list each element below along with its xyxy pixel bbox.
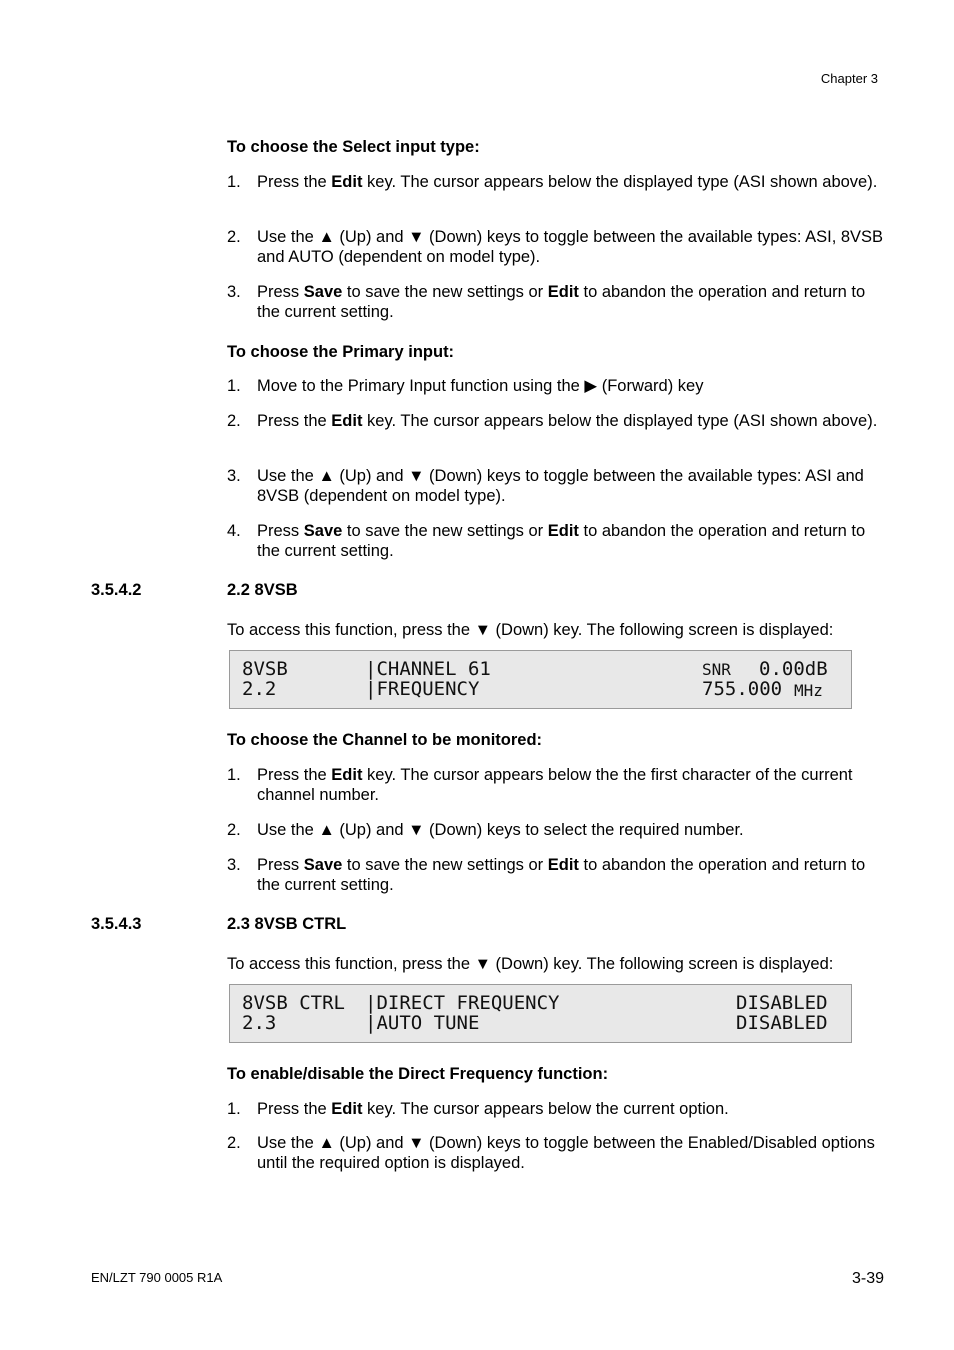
lcd-screen-8vsb — [229, 650, 852, 709]
lcd-text: 755.000 — [702, 678, 783, 700]
heading-direct-frequency: To enable/disable the Direct Frequency function: — [227, 1065, 609, 1083]
heading-select-input: To choose the Select input type: — [227, 138, 480, 156]
lcd-text: 2.3 — [242, 1012, 277, 1034]
step-number: 2. — [227, 1134, 241, 1152]
step-number: 1. — [227, 766, 241, 784]
lcd-text: SNR — [702, 660, 731, 679]
section-intro: To access this function, press the ▼ (Down) key. The following screen is displayed: — [227, 621, 834, 639]
step-number: 2. — [227, 821, 241, 839]
lcd-text: |CHANNEL 61 — [365, 658, 491, 680]
step-text: Press the Edit key. The cursor appears below the displayed type (ASI shown above). — [257, 412, 878, 430]
step-number: 1. — [227, 377, 241, 395]
footer-doc-id: EN/LZT 790 0005 R1A — [91, 1270, 223, 1285]
step-number: 1. — [227, 173, 241, 191]
lcd-text: 8VSB CTRL — [242, 992, 345, 1014]
lcd-text: |AUTO TUNE — [365, 1012, 480, 1034]
section-number: 3.5.4.3 — [91, 915, 142, 933]
heading-primary-input: To choose the Primary input: — [227, 343, 455, 361]
step-number: 3. — [227, 467, 241, 485]
step-text: Press Save to save the new settings or Edit to abandon the operation and return to the current setting. — [257, 283, 866, 321]
step-text: Press the Edit key. The cursor appears below the current option. — [257, 1100, 729, 1118]
step-text: Press the Edit key. The cursor appears below the displayed type (ASI shown above). — [257, 173, 878, 191]
section-number: 3.5.4.2 — [91, 581, 142, 599]
step-text: Use the ▲ (Up) and ▼ (Down) keys to toggle between the available types: ASI and 8VSB (dependent on model type). — [257, 467, 864, 505]
lcd-text: 8VSB — [242, 658, 288, 680]
step-text: Press Save to save the new settings or Edit to abandon the operation and return to the current setting. — [257, 856, 866, 894]
step-text: Press Save to save the new settings or Edit to abandon the operation and return to the current setting. — [257, 522, 866, 560]
lcd-text: |FREQUENCY — [365, 678, 480, 700]
step-number: 3. — [227, 856, 241, 874]
step-number: 1. — [227, 1100, 241, 1118]
chapter-header: Chapter 3 — [820, 71, 878, 86]
step-number: 2. — [227, 228, 241, 246]
step-number: 4. — [227, 522, 241, 540]
footer-page-number: 3-39 — [852, 1270, 885, 1287]
heading-channel: To choose the Channel to be monitored: — [227, 731, 543, 749]
section-title: 2.2 8VSB — [227, 581, 298, 599]
lcd-text: MHz — [794, 681, 823, 700]
lcd-text: DISABLED — [736, 992, 828, 1014]
lcd-text: 0.00dB — [759, 658, 828, 680]
lcd-screen-8vsb-ctrl — [229, 984, 852, 1043]
step-text: Use the ▲ (Up) and ▼ (Down) keys to toggle between the available types: ASI, 8VSB and AUTO (dependent on model type). — [257, 228, 884, 266]
step-text: Use the ▲ (Up) and ▼ (Down) keys to select the required number. — [257, 821, 744, 839]
step-text: Move to the Primary Input function using the ▶ (Forward) key — [257, 377, 704, 395]
lcd-text: 2.2 — [242, 678, 277, 700]
lcd-text: DISABLED — [736, 1012, 828, 1034]
step-number: 3. — [227, 283, 241, 301]
step-text: Use the ▲ (Up) and ▼ (Down) keys to toggle between the Enabled/Disabled options until the required option is displayed. — [257, 1134, 875, 1172]
step-text: Press the Edit key. The cursor appears below the the first character of the current channel number. — [257, 766, 853, 804]
section-intro: To access this function, press the ▼ (Down) key. The following screen is displayed: — [227, 955, 834, 973]
section-title: 2.3 8VSB CTRL — [227, 915, 347, 933]
lcd-text: |DIRECT FREQUENCY — [365, 992, 560, 1014]
step-number: 2. — [227, 412, 241, 430]
